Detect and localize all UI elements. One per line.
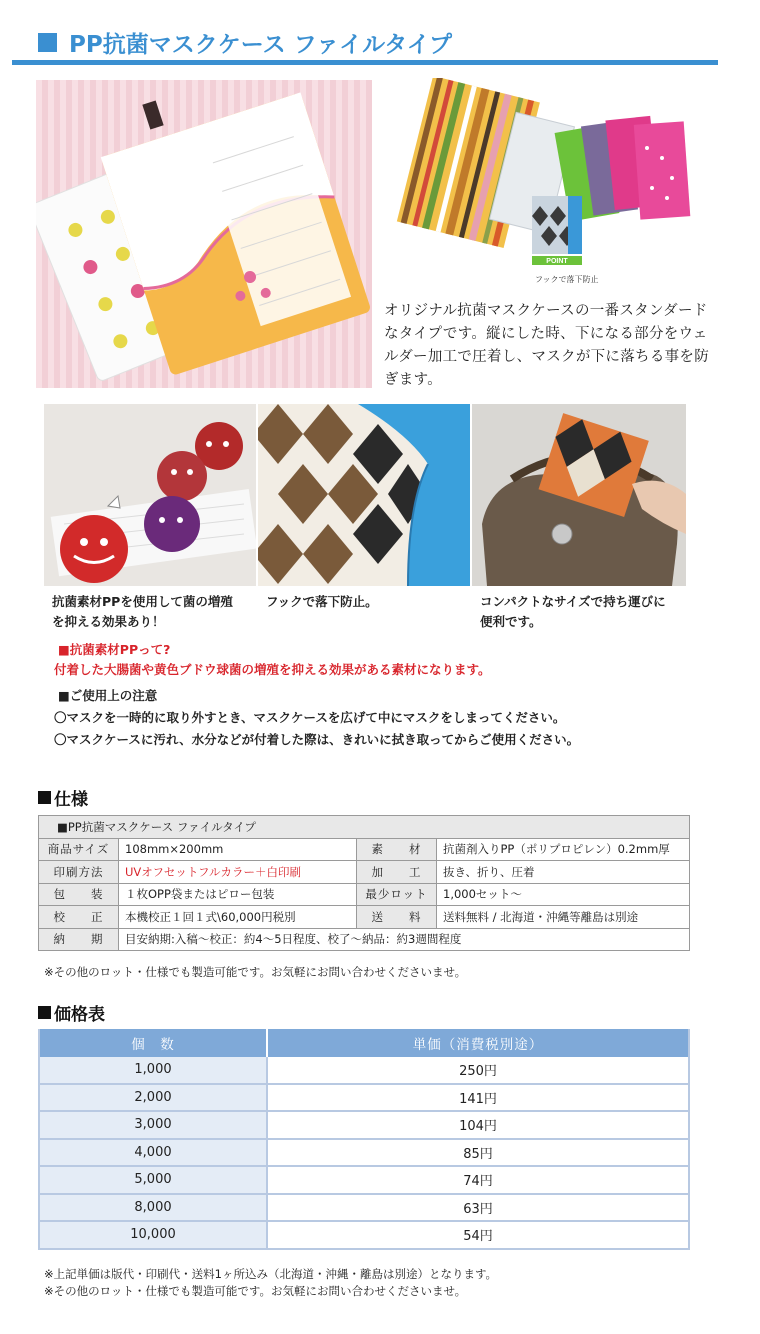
price-table	[38, 1029, 690, 1250]
heading-square-icon	[38, 791, 51, 804]
table-row: 8,000 63円	[40, 1195, 688, 1223]
feature-hook-photo	[258, 404, 470, 586]
price-col-qty: 個 数	[40, 1029, 268, 1057]
feature-compact	[472, 404, 686, 628]
table-row: 商品サイズ 108mm×200mm 素 材 抗菌剤入りPP（ポリプロピレン）0.2mm厚	[39, 838, 690, 861]
price-heading: 価格表	[38, 1000, 105, 1025]
table-row: 4,000 85円	[40, 1140, 688, 1168]
bag-illustration	[472, 404, 686, 586]
feature-antibacterial-photo	[44, 404, 256, 586]
table-row: 印刷方法 UVオフセットフルカラー＋白印刷 加 工 抜き、折り、圧着	[39, 861, 690, 884]
antibacterial-note-heading: ■抗菌素材PPって?	[58, 642, 171, 657]
feature-hook	[258, 404, 470, 628]
title-rule	[12, 60, 718, 65]
assorted-cases-illustration	[382, 78, 712, 288]
antibacterial-note-body: 付着した大腸菌や黄色ブドウ球菌の増殖を抑える効果がある素材になります。	[54, 662, 491, 677]
price-footnote-1: ※上記単価は版代・印刷代・送料1ヶ所込み（北海道・沖縄・離島は別途）となります。	[44, 1267, 498, 1281]
title-square-icon	[38, 33, 57, 52]
feature-antibacterial	[44, 404, 256, 628]
table-row: 納 期 目安納期:入稿～校正：約4～5日程度、校了～納品：約3週間程度	[39, 928, 690, 951]
table-row: 2,000 141円	[40, 1085, 688, 1113]
feature-hook-caption: フックで落下防止。	[266, 594, 378, 609]
point-caption: フックで落下防止	[535, 275, 599, 284]
price-footnote-2: ※その他のロット・仕様でも製造可能です。お気軽にお問い合わせくださいませ。	[44, 1284, 467, 1298]
feature-antibacterial-caption: 抗菌素材PPを使用して菌の増殖 を抑える効果あり！	[52, 594, 233, 629]
germ-illustration	[44, 404, 256, 586]
table-row: 校 正 本機校正１回１式\60,000円税別 送 料 送料無料 / 北海道・沖縄等離島は別途	[39, 906, 690, 929]
hero-product-image	[36, 80, 372, 388]
table-row: 3,000 104円	[40, 1112, 688, 1140]
spec-footnote: ※その他のロット・仕様でも製造可能です。お気軽にお問い合わせくださいませ。	[44, 965, 467, 979]
usage-note-line: 〇マスクケースに汚れ、水分などが付着した際は、きれいに拭き取ってからご使用ください。	[54, 732, 580, 747]
hero-variety-image	[382, 78, 712, 288]
feature-compact-photo	[472, 404, 686, 586]
table-row: 包 装 １枚OPP袋またはピロー包装 最少ロット 1,000セット～	[39, 883, 690, 906]
argyle-pattern-illustration	[258, 404, 470, 586]
table-row: 10,000 54円	[40, 1222, 688, 1250]
page-title-text: PP抗菌マスクケース ファイルタイプ	[69, 32, 453, 58]
heading-square-icon	[38, 1006, 51, 1019]
table-row: 5,000 74円	[40, 1167, 688, 1195]
spec-table-title: ■PP抗菌マスクケース ファイルタイプ	[39, 816, 690, 839]
usage-note-heading: ■ご使用上の注意	[58, 688, 158, 703]
intro-description: オリジナル抗菌マスクケースの一番スタンダードなタイプです。縦にした時、下になる部分をウェルダー加工で圧着し、マスクが下に落ちる事を防ぎます。	[384, 303, 710, 388]
mask-case-illustration	[36, 80, 372, 388]
spec-table	[38, 815, 690, 951]
feature-compact-caption: コンパクトなサイズで持ち運びに 便利です。	[480, 594, 666, 629]
price-col-unit: 単価（消費税別途）	[268, 1029, 688, 1057]
point-label: POINT	[546, 258, 568, 265]
table-row: 1,000 250円	[40, 1057, 688, 1085]
spec-heading: 仕様	[38, 785, 88, 810]
page-title	[38, 26, 452, 59]
usage-note-line: 〇マスクを一時的に取り外すとき、マスクケースを広げて中にマスクをしまってください。	[54, 710, 566, 725]
